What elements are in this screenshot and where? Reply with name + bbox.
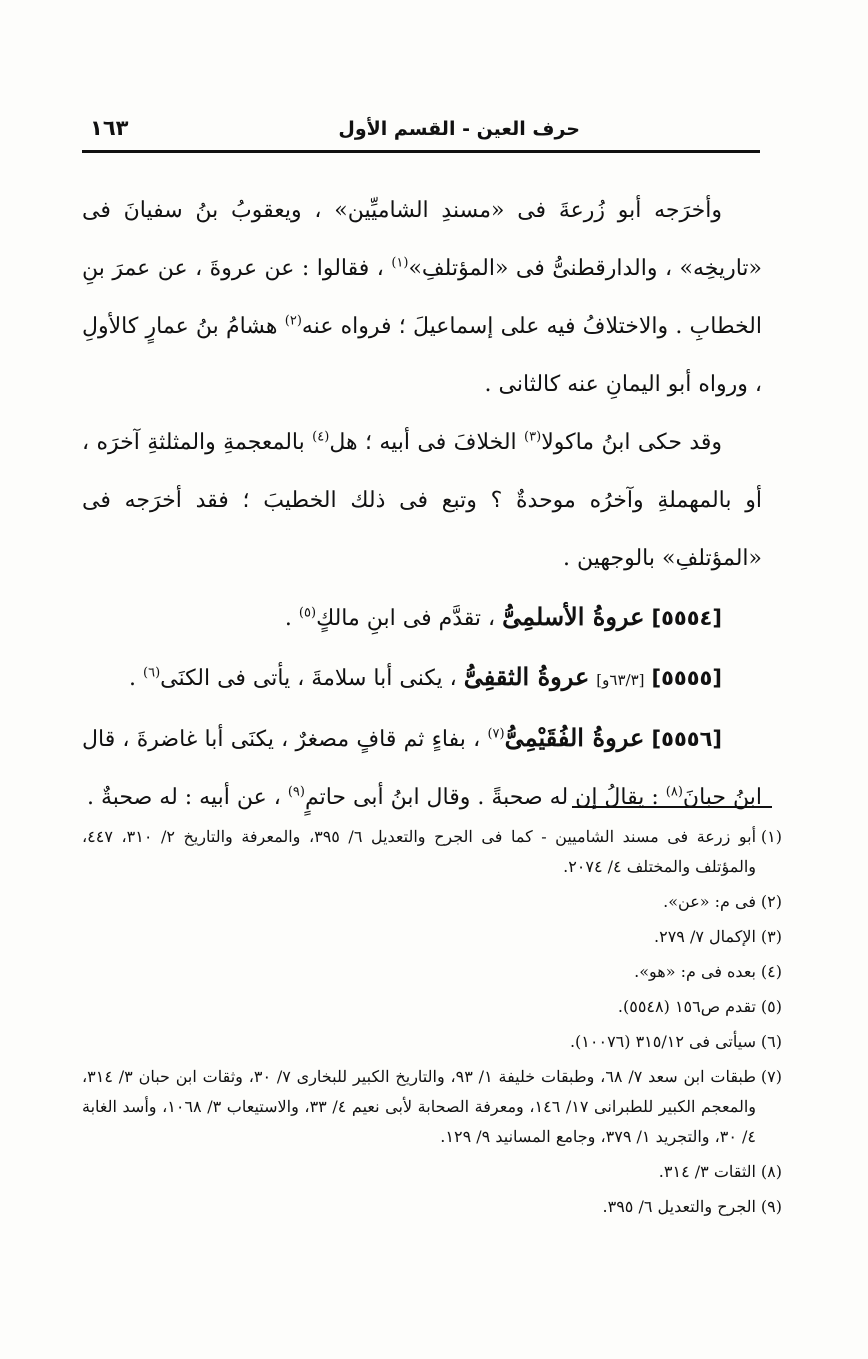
entry-text: : يقالُ إن له صحبةً . وقال ابنُ أبى حاتمٍ	[304, 785, 659, 810]
footnote-number: (٣)	[760, 927, 782, 946]
text-run: وأخرَجه أبو زُرعةَ فى «مسندِ الشاميِّين» ، ويعقوبُ بنُ سفيانَ فى «تاريخِه» ، والدارقطنىُّ فى «المؤتلفِ»	[82, 198, 762, 281]
footnote-5	[82, 992, 782, 1022]
footnote-ref[interactable]: (٥)	[298, 605, 317, 621]
manuscript-marker: [٦٣/٣و]	[596, 671, 645, 689]
running-title: حرف العين - القسم الأول	[338, 118, 580, 140]
footnote-separator	[572, 806, 772, 808]
footnote-7	[82, 1062, 782, 1152]
page-number: ١٦٣	[90, 116, 129, 140]
footnote-ref[interactable]: (٢)	[284, 313, 302, 329]
footnote-text: الثقات ٣/ ٣١٤.	[658, 1162, 756, 1181]
main-text	[82, 182, 762, 827]
entry-name: عروةُ الأسلمِىُّ	[502, 602, 645, 631]
footnote-ref[interactable]: (٦)	[143, 665, 161, 681]
footnote-text: فى م: «عن».	[663, 892, 756, 911]
entry-name: عروةُ الثقفِىُّ	[463, 662, 590, 691]
footnote-text: الإكمال ٧/ ٢٧٩.	[654, 927, 756, 946]
entry-5554	[82, 588, 762, 648]
footnote-ref[interactable]: (٩)	[287, 784, 305, 800]
entry-5556	[82, 709, 762, 827]
entry-end: .	[284, 606, 292, 631]
footnote-ref[interactable]: (٧)	[487, 726, 505, 742]
footnote-text: طبقات ابن سعد ٧/ ٦٨، وطبقات خليفة ١/ ٩٣، والتاريخ الكبير للبخارى ٧/ ٣٠، وثقات ابن حبان ٣/ ٣١٤، والمعجم الكبير للطبرانى ١٧/ ١٤٦، ومعرفة الصحابة لأبى نعيم ٤/ ٣٣، والاستيعاب ٣/ ١٠٦٨، وأسد الغابة ٤/ ٣٠، والتجريد ١/ ٣٧٩، وجامع المسانيد ٩/ ١٢٩.	[82, 1067, 757, 1146]
footnote-number: (٥)	[760, 997, 782, 1016]
footnote-number: (٩)	[760, 1197, 782, 1216]
entry-number: [٥٥٥٤]	[651, 606, 722, 630]
footnote-text: تقدم ص١٥٦ (٥٥٤٨).	[617, 997, 756, 1016]
footnote-number: (٤)	[760, 962, 782, 981]
text-run: ، فقالوا : عن عروةَ ، عن عمرَ بنِ الخطابِ . والاختلافُ فيه على إسماعيلَ ؛ فرواه عنه	[82, 256, 763, 339]
text-run: الخلافَ فى أبيه ؛ هل	[329, 430, 517, 455]
footnote-number: (٢)	[760, 892, 782, 911]
entry-text: ، تقدَّم فى ابنِ مالكٍ	[316, 606, 496, 631]
page-header	[82, 110, 760, 150]
entry-number: [٥٥٥٦]	[651, 727, 723, 751]
footnote-6	[82, 1027, 782, 1057]
footnote-text: سيأتى فى ٣١٥/١٢ (١٠٠٧٦).	[569, 1032, 756, 1051]
footnote-ref[interactable]: (٨)	[665, 784, 683, 800]
footnote-number: (١)	[760, 827, 782, 846]
footnote-9	[82, 1192, 782, 1222]
text-run: وقد حكى ابنُ ماكولا	[541, 430, 723, 455]
footnote-2	[82, 887, 782, 917]
footnote-ref[interactable]: (٤)	[312, 429, 330, 445]
entry-text: ، بفاءٍ ثم قافٍ مصغرٌ ، يكنَى أبا غاضرةَ ، قال ابنُ حبانَ	[82, 727, 762, 810]
header-rule	[82, 150, 760, 153]
footnote-ref[interactable]: (١)	[391, 255, 409, 271]
paragraph-2	[82, 414, 762, 588]
entry-text: ، عن أبيه : له صحبةٌ .	[86, 785, 281, 810]
footnote-text: الجرح والتعديل ٦/ ٣٩٥.	[602, 1197, 756, 1216]
text-run: بالمعجمةِ والمثلثةِ آخرَه ، أو بالمهملةِ وآخرُه موحدةٌ ؟ وتبع فى ذلك الخطيبَ ؛ فقد أخرَجه فى «المؤتلفِ» بالوجهين .	[82, 430, 762, 571]
footnote-3	[82, 922, 782, 952]
footnote-text: بعده فى م: «هو».	[634, 962, 756, 981]
footnote-4	[82, 957, 782, 987]
footnote-ref[interactable]: (٣)	[524, 429, 542, 445]
footnotes	[82, 822, 782, 1227]
footnote-8	[82, 1157, 782, 1187]
footnote-number: (٨)	[760, 1162, 782, 1181]
footnote-number: (٦)	[760, 1032, 782, 1051]
entry-number: [٥٥٥٥]	[651, 666, 722, 690]
entry-text: ، يكنى أبا سلامةَ ، يأتى فى الكنَى	[160, 666, 457, 691]
paragraph-1	[82, 182, 762, 414]
entry-name: عروةُ الفُقَيْمِىُّ	[504, 723, 645, 752]
entry-5555	[82, 648, 762, 709]
footnote-number: (٧)	[760, 1067, 782, 1086]
text-run: هشامُ بنُ عمارٍ كالأولِ ، ورواه أبو اليمانِ عنه كالثانى .	[82, 314, 762, 397]
entry-end: .	[129, 666, 136, 691]
footnote-text: أبو زرعة فى مسند الشاميين - كما فى الجرح والتعديل ٦/ ٣٩٥، والمعرفة والتاريخ ٢/ ٣١٠، ٤٤٧، والمؤتلف والمختلف ٤/ ٢٠٧٤.	[82, 827, 757, 876]
footnote-1	[82, 822, 782, 882]
